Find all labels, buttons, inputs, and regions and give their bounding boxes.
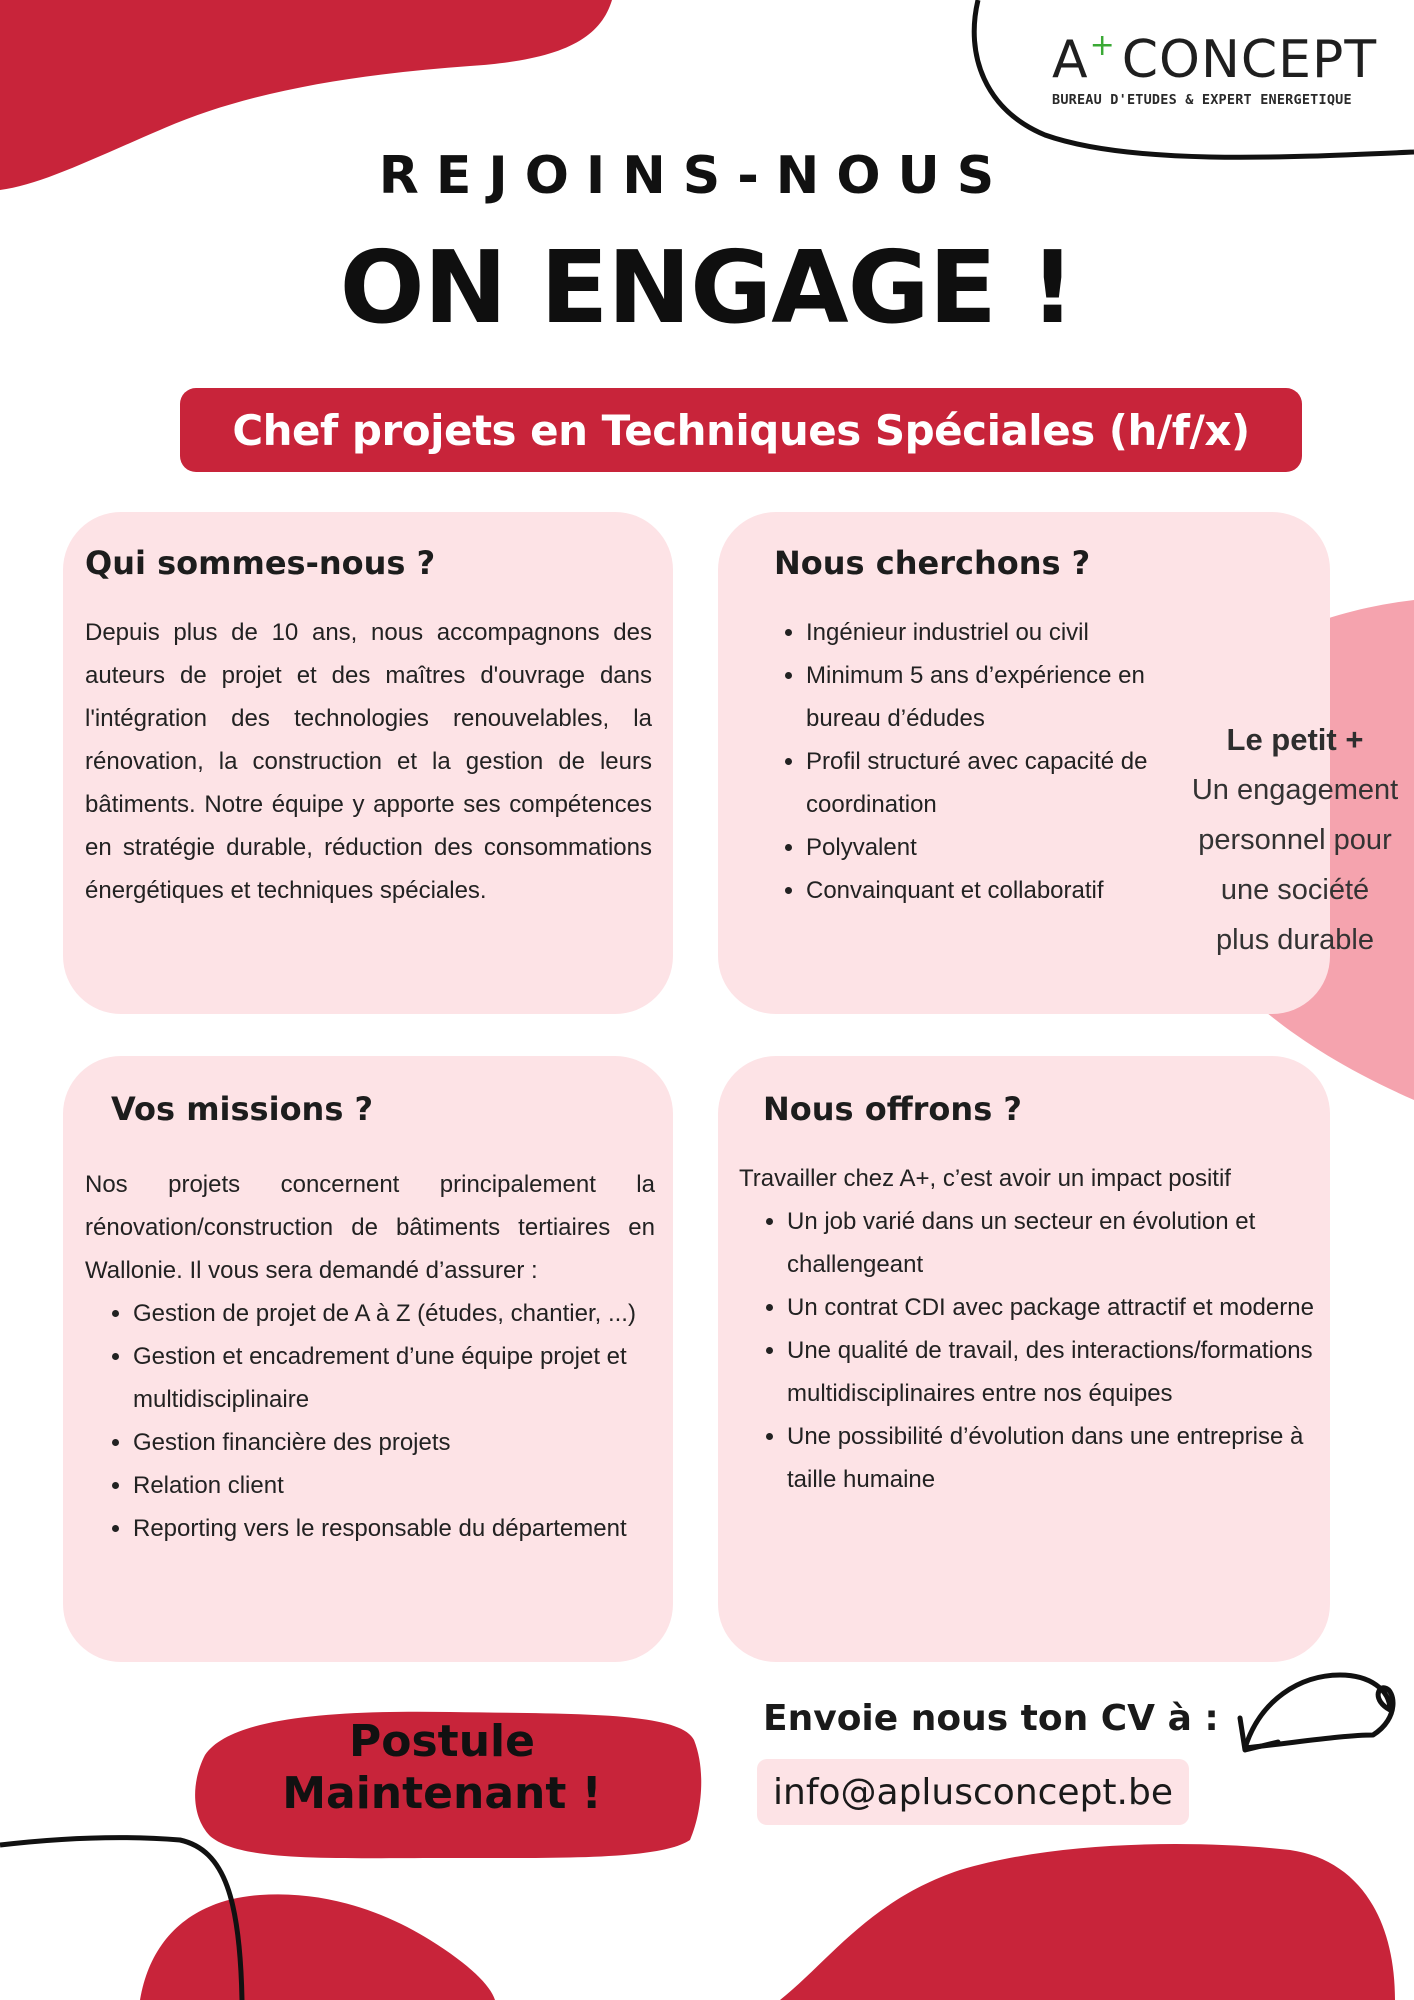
list-item: • Une qualité de travail, des interactions/formations multidisciplinaires entre nos équipes [787,1329,1314,1415]
apply-now-line: Maintenant ! [282,1768,602,1819]
job-title: Chef projets en Techniques Spéciales (h/f/x) [232,405,1250,455]
company-logo [1052,18,1378,108]
curved-arrow-icon [1240,1675,1393,1750]
eyebrow-heading: REJOINS-NOUS [378,146,1012,206]
petit-plus-line: personnel pour [1198,824,1392,856]
list-item: • Un job varié dans un secteur en évolution et challengeant [787,1200,1314,1286]
card-title: Nous cherchons ? [774,544,1091,582]
card-qui-sommes-nous [63,512,673,1014]
logo-plus: + [1089,28,1116,63]
card-title: Qui sommes-nous ? [85,544,436,582]
list-item: • Un contrat CDI avec package attractif et moderne [787,1286,1314,1329]
card-body [739,1157,1314,1501]
list-item: • Reporting vers le responsable du département [133,1507,655,1550]
card-intro: Nos projets concernent principalement la rénovation/construction de bâtiments tertiaires en Wallonie. Il vous sera demandé d’assurer : [85,1171,655,1284]
card-title: Vos missions ? [111,1090,374,1128]
bottom-left-blob [140,1894,495,2000]
petit-plus-title: Le petit + [1226,722,1364,757]
petit-plus-callout [1175,715,1414,965]
list-item: • Gestion et encadrement d’une équipe projet et multidisciplinaire [133,1335,655,1421]
list-item: • Gestion financière des projets [133,1421,655,1464]
apply-now-button[interactable] [192,1716,692,1820]
card-vos-missions [63,1056,673,1662]
list-item: • Une possibilité d’évolution dans une entreprise à taille humaine [787,1415,1314,1501]
apply-now-line: Postule [349,1716,535,1767]
list-item: • Convainquant et collaboratif [806,869,1148,912]
card-nous-offrons [718,1056,1330,1662]
card-text: Depuis plus de 10 ans, nous accompagnons des auteurs de projet et des maîtres d'ouvrage dans l'intégration des technologies renouvelables, la rénovation, la construction et la gestion de leurs bâtiments. Notre équipe y apporte ses compétences en stratégie durable, réduction des consommations énergétiques et techniques spéciales. [85,619,652,904]
list-item: • Ingénieur industriel ou civil [806,611,1148,654]
bottom-right-blob [780,1844,1395,2000]
card-intro: Travailler chez A+, c’est avoir un impact positif [739,1165,1231,1192]
logo-wordmark: A+ CONCEPT [1052,28,1378,90]
list-item: • Minimum 5 ans d’expérience en bureau d’édudes [806,654,1148,740]
job-title-banner [180,388,1302,472]
card-list [758,611,1148,912]
main-headline: ON ENGAGE ! [339,229,1075,346]
list-item: • Polyvalent [806,826,1148,869]
card-title: Nous offrons ? [763,1090,1022,1128]
logo-tagline: BUREAU D'ETUDES & EXPERT ENERGETIQUE [1052,92,1352,108]
petit-plus-line: Un engagement [1191,774,1399,806]
card-body [85,1163,655,1550]
cv-label: Envoie nous ton CV à : [763,1698,1219,1739]
petit-plus-line: plus durable [1216,924,1374,956]
list-item: • Gestion de projet de A à Z (études, chantier, ...) [133,1292,655,1335]
petit-plus-line: une société [1220,874,1370,906]
list-item: • Relation client [133,1464,655,1507]
list-item: • Profil structuré avec capacité de coordination [806,740,1148,826]
email-link[interactable]: info@aplusconcept.be [757,1759,1189,1825]
